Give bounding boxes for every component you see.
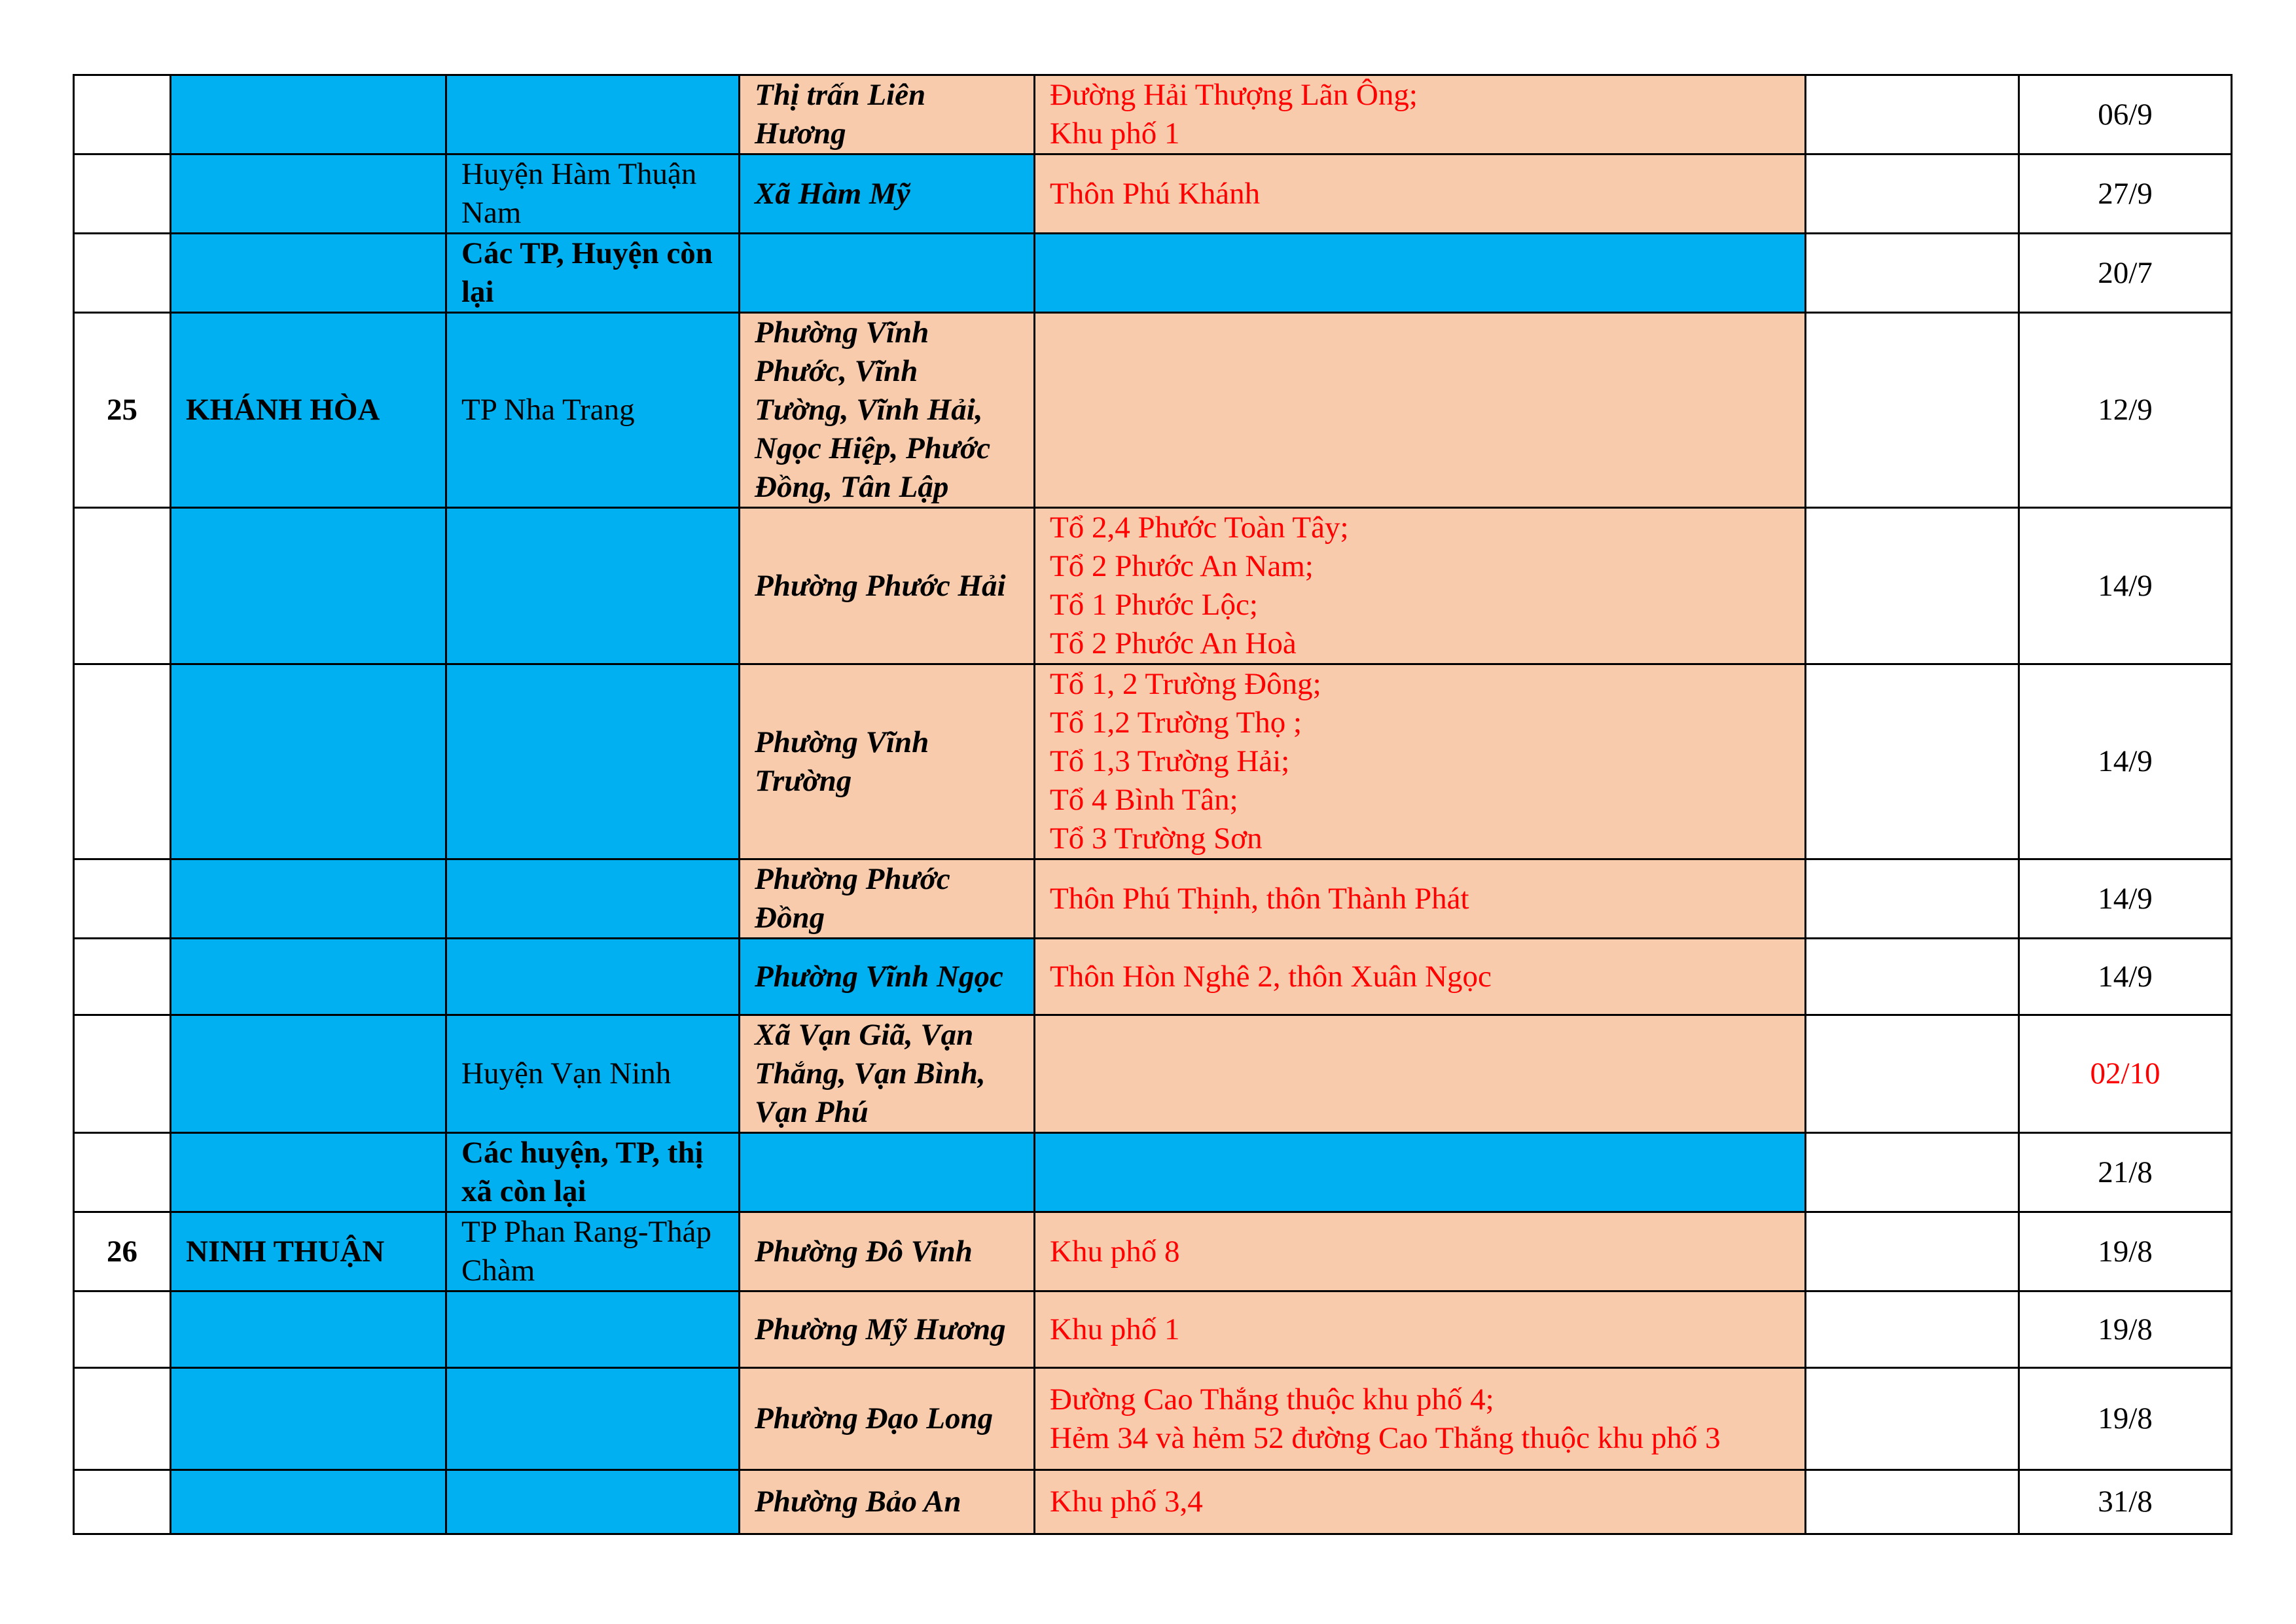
- date-cell: 19/8: [2019, 1368, 2232, 1470]
- date-cell: 14/9: [2019, 859, 2232, 939]
- ward-cell: Xã Vạn Giã, Vạn Thắng, Vạn Bình, Vạn Phú: [740, 1015, 1035, 1133]
- note-cell: [1806, 1291, 2019, 1368]
- province-cell: NINH THUẬN: [171, 1212, 446, 1291]
- table-row: [74, 234, 2232, 313]
- note-cell: [1806, 1015, 2019, 1133]
- district-cell: [446, 859, 740, 939]
- date-cell: 21/8: [2019, 1133, 2232, 1212]
- ward-cell: Phường Mỹ Hương: [740, 1291, 1035, 1368]
- province-cell: [171, 939, 446, 1015]
- table-row: [74, 1212, 2232, 1291]
- province-cell: [171, 154, 446, 234]
- ward-cell: Phường Vĩnh Ngọc: [740, 939, 1035, 1015]
- area-cell: Đường Hải Thượng Lãn Ông; Khu phố 1: [1035, 75, 1806, 154]
- table-row: [74, 1368, 2232, 1470]
- ward-cell: Phường Phước Hải: [740, 508, 1035, 664]
- date-cell: 19/8: [2019, 1212, 2232, 1291]
- province-cell: [171, 75, 446, 154]
- province-cell: [171, 664, 446, 859]
- district-cell: TP Nha Trang: [446, 313, 740, 508]
- area-cell: Thôn Phú Thịnh, thôn Thành Phát: [1035, 859, 1806, 939]
- province-cell: [171, 859, 446, 939]
- province-cell: [171, 508, 446, 664]
- table-row: [74, 939, 2232, 1015]
- area-cell: [1035, 234, 1806, 313]
- date-cell: 02/10: [2019, 1015, 2232, 1133]
- note-cell: [1806, 1133, 2019, 1212]
- province-cell: [171, 1133, 446, 1212]
- stt-cell: [74, 154, 171, 234]
- stt-cell: [74, 1015, 171, 1133]
- table-row: [74, 1133, 2232, 1212]
- note-cell: [1806, 664, 2019, 859]
- table-row: [74, 859, 2232, 939]
- date-cell: 27/9: [2019, 154, 2232, 234]
- stt-cell: [74, 75, 171, 154]
- province-cell: [171, 1368, 446, 1470]
- note-cell: [1806, 154, 2019, 234]
- ward-cell: [740, 234, 1035, 313]
- ward-cell: Phường Đạo Long: [740, 1368, 1035, 1470]
- area-cell: Thôn Phú Khánh: [1035, 154, 1806, 234]
- stt-cell: [74, 1291, 171, 1368]
- table-row: [74, 75, 2232, 154]
- date-cell: 06/9: [2019, 75, 2232, 154]
- table-row: [74, 1291, 2232, 1368]
- stt-cell: [74, 508, 171, 664]
- area-cell: Tổ 1, 2 Trường Đông; Tổ 1,2 Trường Thọ ; Tổ 1,3 Trường Hải; Tổ 4 Bình Tân; Tổ 3 Trường Sơn: [1035, 664, 1806, 859]
- ward-cell: Phường Phước Đồng: [740, 859, 1035, 939]
- stt-cell: 25: [74, 313, 171, 508]
- table-row: [74, 508, 2232, 664]
- district-cell: [446, 508, 740, 664]
- district-cell: TP Phan Rang-Tháp Chàm: [446, 1212, 740, 1291]
- note-cell: [1806, 859, 2019, 939]
- district-cell: [446, 1368, 740, 1470]
- area-cell: Đường Cao Thắng thuộc khu phố 4; Hẻm 34 và hẻm 52 đường Cao Thắng thuộc khu phố 3: [1035, 1368, 1806, 1470]
- stt-cell: [74, 1470, 171, 1534]
- note-cell: [1806, 234, 2019, 313]
- stt-cell: [74, 939, 171, 1015]
- table-row: [74, 1470, 2232, 1534]
- area-cell: Khu phố 8: [1035, 1212, 1806, 1291]
- province-cell: [171, 1015, 446, 1133]
- date-cell: 14/9: [2019, 664, 2232, 859]
- area-cell: [1035, 313, 1806, 508]
- province-cell: [171, 1470, 446, 1534]
- note-cell: [1806, 1212, 2019, 1291]
- outbreak-area-table: [73, 74, 2233, 1535]
- note-cell: [1806, 313, 2019, 508]
- note-cell: [1806, 939, 2019, 1015]
- stt-cell: [74, 234, 171, 313]
- district-cell: Huyện Vạn Ninh: [446, 1015, 740, 1133]
- date-cell: 19/8: [2019, 1291, 2232, 1368]
- note-cell: [1806, 75, 2019, 154]
- date-cell: 31/8: [2019, 1470, 2232, 1534]
- table-row: [74, 664, 2232, 859]
- district-cell: [446, 1291, 740, 1368]
- province-cell: [171, 234, 446, 313]
- ward-cell: Phường Bảo An: [740, 1470, 1035, 1534]
- table-row: [74, 313, 2232, 508]
- note-cell: [1806, 508, 2019, 664]
- area-cell: Khu phố 1: [1035, 1291, 1806, 1368]
- table-row: [74, 1015, 2232, 1133]
- date-cell: 14/9: [2019, 939, 2232, 1015]
- ward-cell: Phường Vĩnh Trường: [740, 664, 1035, 859]
- table-body: [74, 75, 2232, 1534]
- date-cell: 12/9: [2019, 313, 2232, 508]
- district-cell: [446, 75, 740, 154]
- province-cell: KHÁNH HÒA: [171, 313, 446, 508]
- note-cell: [1806, 1470, 2019, 1534]
- area-cell: [1035, 1015, 1806, 1133]
- district-cell: [446, 1470, 740, 1534]
- area-cell: Khu phố 3,4: [1035, 1470, 1806, 1534]
- table-row: [74, 154, 2232, 234]
- area-cell: Thôn Hòn Nghê 2, thôn Xuân Ngọc: [1035, 939, 1806, 1015]
- date-cell: 14/9: [2019, 508, 2232, 664]
- ward-cell: Phường Vĩnh Phước, Vĩnh Tường, Vĩnh Hải, Ngọc Hiệp, Phước Đồng, Tân Lập: [740, 313, 1035, 508]
- ward-cell: Phường Đô Vinh: [740, 1212, 1035, 1291]
- province-cell: [171, 1291, 446, 1368]
- stt-cell: [74, 1133, 171, 1212]
- district-cell: [446, 664, 740, 859]
- ward-cell: [740, 1133, 1035, 1212]
- district-cell: Huyện Hàm Thuận Nam: [446, 154, 740, 234]
- ward-cell: Thị trấn Liên Hương: [740, 75, 1035, 154]
- district-cell: Các TP, Huyện còn lại: [446, 234, 740, 313]
- district-cell: [446, 939, 740, 1015]
- date-cell: 20/7: [2019, 234, 2232, 313]
- area-cell: [1035, 1133, 1806, 1212]
- stt-cell: 26: [74, 1212, 171, 1291]
- stt-cell: [74, 664, 171, 859]
- stt-cell: [74, 859, 171, 939]
- ward-cell: Xã Hàm Mỹ: [740, 154, 1035, 234]
- note-cell: [1806, 1368, 2019, 1470]
- area-cell: Tổ 2,4 Phước Toàn Tây; Tổ 2 Phước An Nam; Tổ 1 Phước Lộc; Tổ 2 Phước An Hoà: [1035, 508, 1806, 664]
- district-cell: Các huyện, TP, thị xã còn lại: [446, 1133, 740, 1212]
- stt-cell: [74, 1368, 171, 1470]
